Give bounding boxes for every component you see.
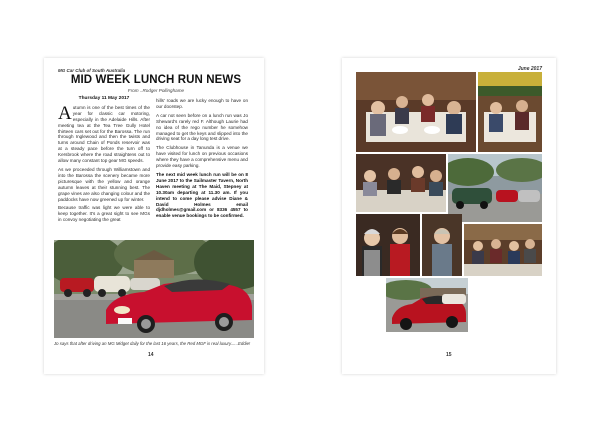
red-mg-carpark-photo [386,278,468,332]
page-15 [342,58,556,374]
club-name: MG Car Club of South Australia [58,68,126,73]
article-title: MID WEEK LUNCH RUN NEWS [70,74,242,86]
article-author: From ..Rodger Pollinghame [127,88,185,93]
paragraph-5: A car not seen before on a lunch run was Jo Sheward's rarely red F. Although Laurie had no idea of the rego number he somehow managed to get the keys and slipped into the driving seat for a day long test drive. [156,112,248,142]
members-group-photo [356,214,420,276]
members-photo-2 [422,214,462,276]
paragraph-6: The Clubhouse in Tanunda is a venue we have visited for lunch on previous occasions where they have a comprehensive menu and provide easy parking. [156,145,248,169]
paragraph-4: hills' roads we are lucky enough to have on our doorstep. [156,98,248,109]
diners-photo [356,154,446,212]
lunch-crowd-photo [464,224,542,276]
page-14 [44,58,264,374]
red-mgf-photo [54,240,254,338]
article-date: Thursday 11 May 2017 [78,96,130,101]
paragraph-3: Because traffic was light we were able to keep together. It's a great sight to see MGs in convoy negotiating the great [58,205,150,223]
car-park-photo [448,154,542,222]
paragraph-1 [58,102,150,164]
photo-caption: Jo says that after driving an MG Midget daily for the last 16 years, the Red MGF is real luxury......Eddie! [54,341,251,346]
issue-month: June 2017 [517,66,542,72]
paragraph-1-text: utumn is one of the best times of the year for classic car motoring, especially in the Adelaide Hills. After meeting tea at the Tea Tree Gully Hotel thirteen cars set out for the Barossa. The run through Inglewood and then the twists and turns around Chain of Ponds reservoir was at a steady pace before the turn off to Kersbrook where the road straightens out to allow many constant top gear MG speeds. [58,104,150,164]
next-run-notice: The next mid week lunch run will be on 8 June 2017 to the Sailmaster Tavern, North Haven meeting at The Maid, Stepney at 10.30am departing at 11.30 am. If you intend to come please advise Diane & David Holmes email djdholmes@gmail.com or 8336 4557 to enable venue bookings to be confirmed. [156,171,248,219]
text-column-1 [58,96,150,226]
page-number: 14 [148,352,154,358]
lunch-table-photo-2 [478,72,542,152]
page-number-right: 15 [446,352,452,358]
text-column-2 [156,98,248,222]
drop-cap: A [58,102,72,124]
paragraph-2: As we proceeded through Williamstown and into the Barossa the scenery became more picturesque with the yellow and orange autumn leaves at their stunning best. The grape vines are also changing colour and the paddocks have now greened up for winter. [58,166,150,202]
lunch-table-photo [356,72,476,152]
